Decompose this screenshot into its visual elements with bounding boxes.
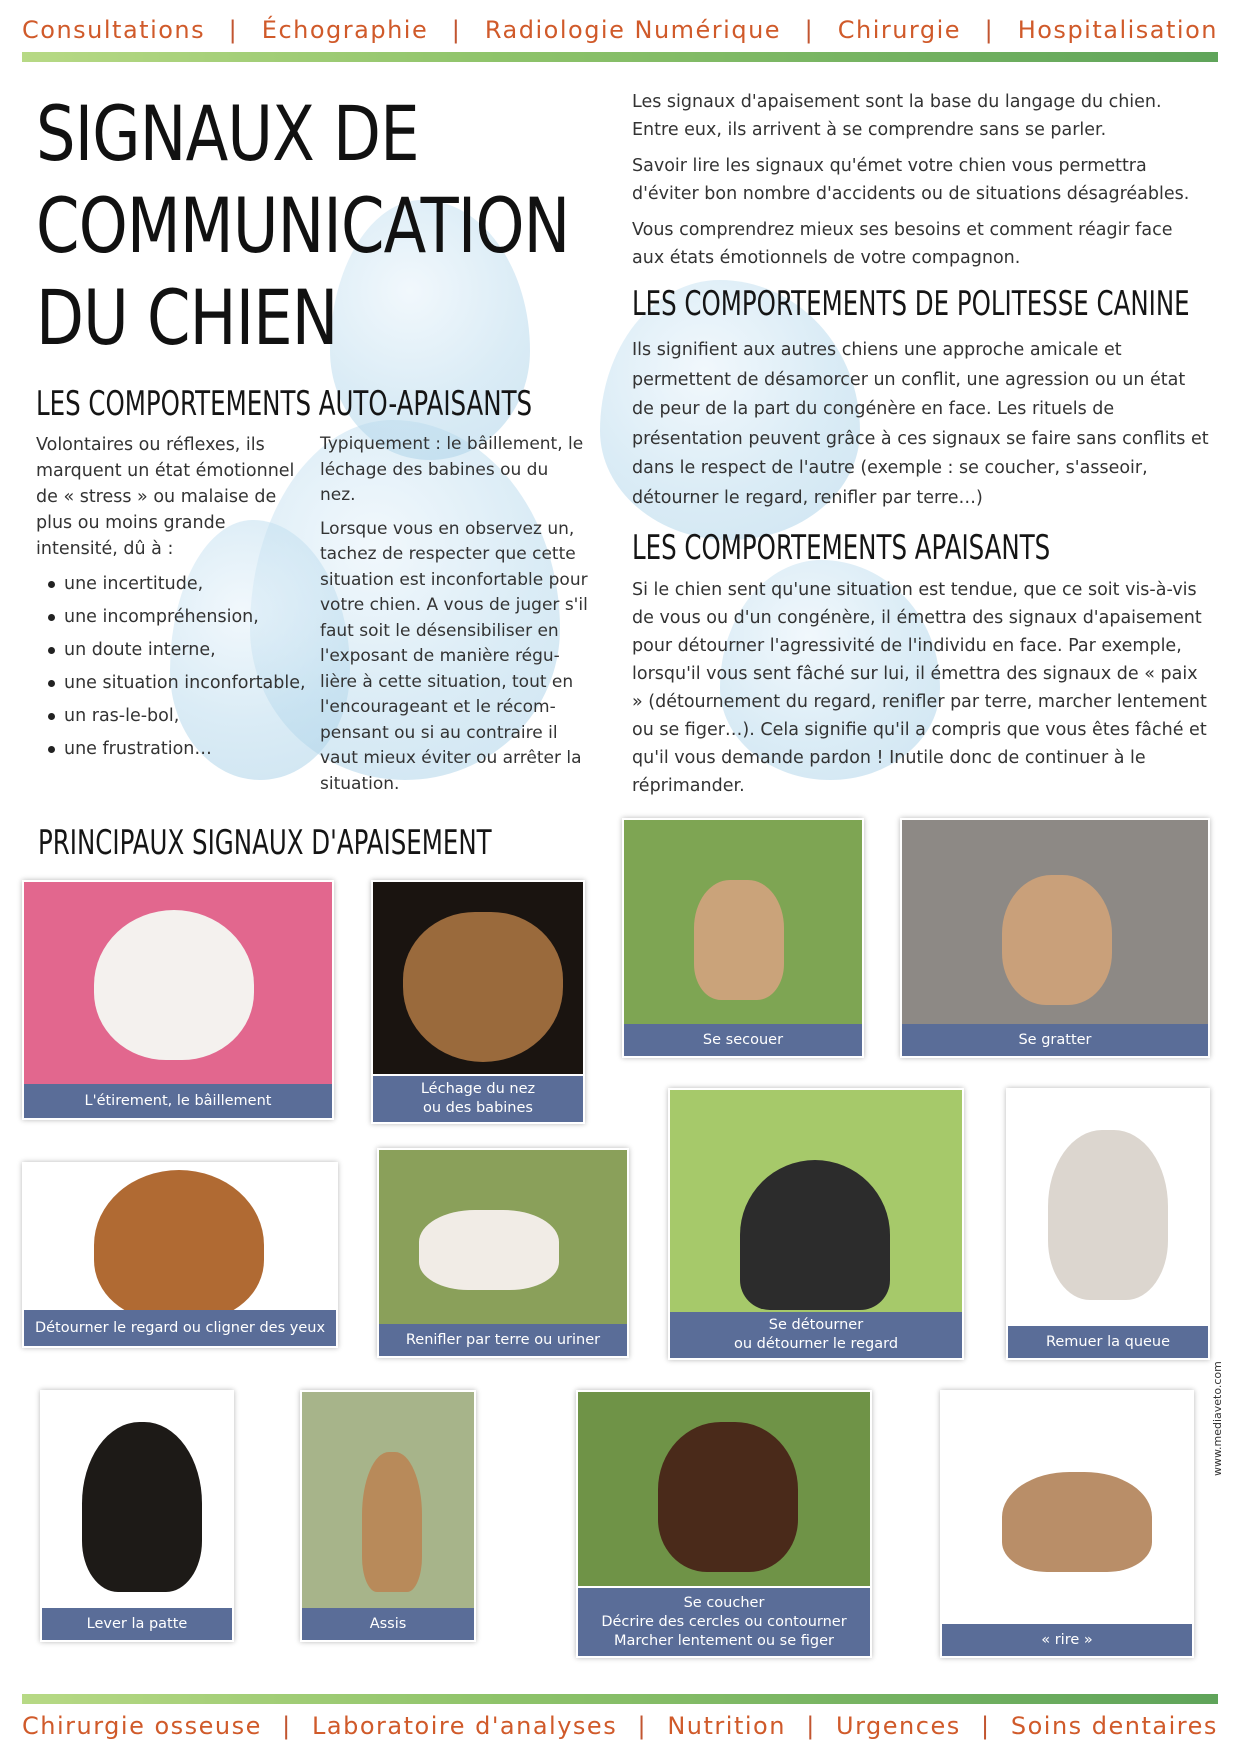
photo-tile (22, 880, 334, 1120)
photo-caption: Se gratter (902, 1024, 1208, 1056)
photo-caption: Détourner le regard ou cligner des yeux (24, 1310, 336, 1346)
photo-tile (940, 1390, 1194, 1658)
dog-photo (1008, 1090, 1208, 1326)
dog-photo (373, 882, 583, 1074)
top-nav-item-2: Échographie (261, 16, 429, 44)
bottom-nav-item-5: Soins dentaires (1010, 1712, 1218, 1740)
photo-caption: Remuer la queue (1008, 1326, 1208, 1358)
nav-separator: | (282, 1712, 292, 1740)
photo-tile (300, 1390, 476, 1642)
politesse-text: Ils signifient aux autres chiens une approche amicale et permettent de désamorcer un conflit, une agression ou un état de peur de la part du congénère en face. Les rituels de présentation peuvent grâce à ces signaux se faire sans conflits et dans le respect de l'autre (exemple : se coucher, s'asseoir, détourner le regard, renifler par terre…) (632, 340, 1209, 508)
top-green-bar (22, 52, 1218, 62)
auto-apaisants-right-col (320, 432, 588, 805)
dog-silhouette (419, 1210, 559, 1290)
top-nav-item-5: Hospitalisation (1017, 16, 1218, 44)
list-item: un doute interne, (36, 634, 306, 667)
list-item: une incertitude, (36, 568, 306, 601)
apaisants-text: Si le chien sent qu'une situation est tendue, que ce soit vis-à-vis de vous ou d'un congénère, il émettra des signaux d'apaisement pour détourner l'agressivité de l'individu en face. Par exemple, lorsqu'il vous sent fâché sur lui, il émettra des signaux de « paix » (détournement du regard, renifler par terre, marcher lentement ou se figer…). Cela signifie qu'il a compris que vous êtes fâché et qu'il vous demande pardon ! Inutile donc de continuer à le réprimander. (632, 580, 1207, 796)
nav-separator: | (984, 16, 995, 44)
dog-photo (578, 1392, 870, 1586)
page-title: SIGNAUX DE COMMUNICATION DU CHIEN (36, 89, 570, 362)
list-item: une incompréhension, (36, 601, 306, 634)
nav-separator: | (228, 16, 239, 44)
top-nav-item-1: Consultations (22, 16, 206, 44)
auto-apaisants-heading: LES COMPORTEMENTS AUTO-APAISANTS (36, 384, 533, 424)
dog-photo (942, 1392, 1192, 1624)
credit-text: www.mediaveto.com (1211, 1361, 1224, 1476)
photo-tile (377, 1148, 629, 1358)
intro-paragraph: Les signaux d'apaisement sont la base du langage du chien. Entre eux, ils arrivent à se comprendre sans se parler. (632, 92, 1162, 140)
apaisants-heading: LES COMPORTEMENTS APAISANTS (632, 528, 1051, 568)
top-navigation (22, 10, 1218, 50)
bottom-green-bar (22, 1694, 1218, 1704)
photo-tile (900, 818, 1210, 1058)
auto-apaisants-intro: Volontaires ou réflexes, ils marquent un état émotionnel de « stress » ou malaise de plus ou moins grande intensité, dû à : (36, 435, 295, 559)
photo-caption: Se détourner ou détourner le regard (670, 1312, 962, 1358)
dog-silhouette (1048, 1130, 1168, 1300)
photo-caption: Assis (302, 1608, 474, 1640)
list-item: une situation inconfortable, (36, 667, 306, 700)
intro-paragraph: Vous comprendrez mieux ses besoins et comment réagir face aux états émotionnels de votre compagnon. (632, 220, 1173, 268)
dog-silhouette (740, 1160, 890, 1310)
photo-caption: Léchage du nez ou des babines (373, 1076, 583, 1122)
top-nav-item-4: Chirurgie (837, 16, 962, 44)
auto-apaisants-intro-block (36, 432, 306, 766)
politesse-heading: LES COMPORTEMENTS DE POLITESSE CANINE (632, 284, 1190, 324)
dog-silhouette (403, 912, 563, 1062)
auto-apaisants-advice: Lorsque vous en observez un, tachez de respecter que cette situation est inconfortable pour votre chien. A vous de juger s'il faut soit le désensibiliser en l'exposant de manière régu-lière à cette situation, tout en l'encourageant et le récom-pensant ou si au contraire il vaut mieux éviter ou arrêter la situation. (320, 518, 588, 794)
photo-caption: Renifler par terre ou uriner (379, 1324, 627, 1356)
dog-silhouette (94, 910, 254, 1060)
dog-photo (24, 882, 332, 1084)
photo-caption: L'étirement, le bâillement (24, 1084, 332, 1118)
nav-separator: | (981, 1712, 991, 1740)
dog-silhouette (1002, 1472, 1152, 1572)
nav-separator: | (637, 1712, 648, 1740)
photo-tile (622, 818, 864, 1058)
nav-separator: | (806, 1712, 816, 1740)
dog-silhouette (658, 1422, 798, 1572)
list-item: un ras-le-bol, (36, 700, 306, 733)
dog-photo (24, 1164, 336, 1310)
dog-photo (670, 1090, 962, 1312)
photo-caption: Se coucher Décrire des cercles ou contourner Marcher lentement ou se figer (578, 1588, 870, 1656)
list-item: une frustration… (36, 733, 306, 766)
bottom-nav-item-4: Urgences (836, 1712, 961, 1740)
photo-tile (40, 1390, 234, 1642)
auto-apaisants-typical: Typiquement : le bâillement, le léchage des babines ou du nez. (320, 434, 584, 505)
bottom-nav-item-1: Chirurgie osseuse (22, 1712, 262, 1740)
intro-text (632, 88, 1204, 280)
top-nav-item-3: Radiologie Numérique (484, 16, 782, 44)
dog-silhouette (94, 1170, 264, 1310)
bottom-navigation (22, 1706, 1218, 1746)
photo-caption: Se secouer (624, 1024, 862, 1056)
dog-silhouette (1002, 875, 1112, 1005)
dog-photo (42, 1392, 232, 1608)
photo-tile (576, 1390, 872, 1658)
photo-tile (22, 1162, 338, 1348)
intro-paragraph: Savoir lire les signaux qu'émet votre chien vous permettra d'éviter bon nombre d'accidents ou de situations désagréables. (632, 156, 1190, 204)
bottom-nav-item-3: Nutrition (667, 1712, 786, 1740)
dog-photo (902, 820, 1208, 1024)
dog-silhouette (694, 880, 784, 1000)
photo-caption: « rire » (942, 1624, 1192, 1656)
photo-tile (668, 1088, 964, 1360)
photo-tile (1006, 1088, 1210, 1360)
dog-silhouette (362, 1452, 422, 1592)
dog-silhouette (82, 1422, 202, 1592)
dog-photo (624, 820, 862, 1024)
principaux-heading: PRINCIPAUX SIGNAUX D'APAISEMENT (38, 823, 492, 863)
bottom-nav-item-2: Laboratoire d'analyses (312, 1712, 618, 1740)
dog-photo (302, 1392, 474, 1608)
photo-caption: Lever la patte (42, 1608, 232, 1640)
causes-list (36, 568, 306, 766)
nav-separator: | (804, 16, 815, 44)
dog-photo (379, 1150, 627, 1324)
photo-tile (371, 880, 585, 1124)
nav-separator: | (451, 16, 462, 44)
